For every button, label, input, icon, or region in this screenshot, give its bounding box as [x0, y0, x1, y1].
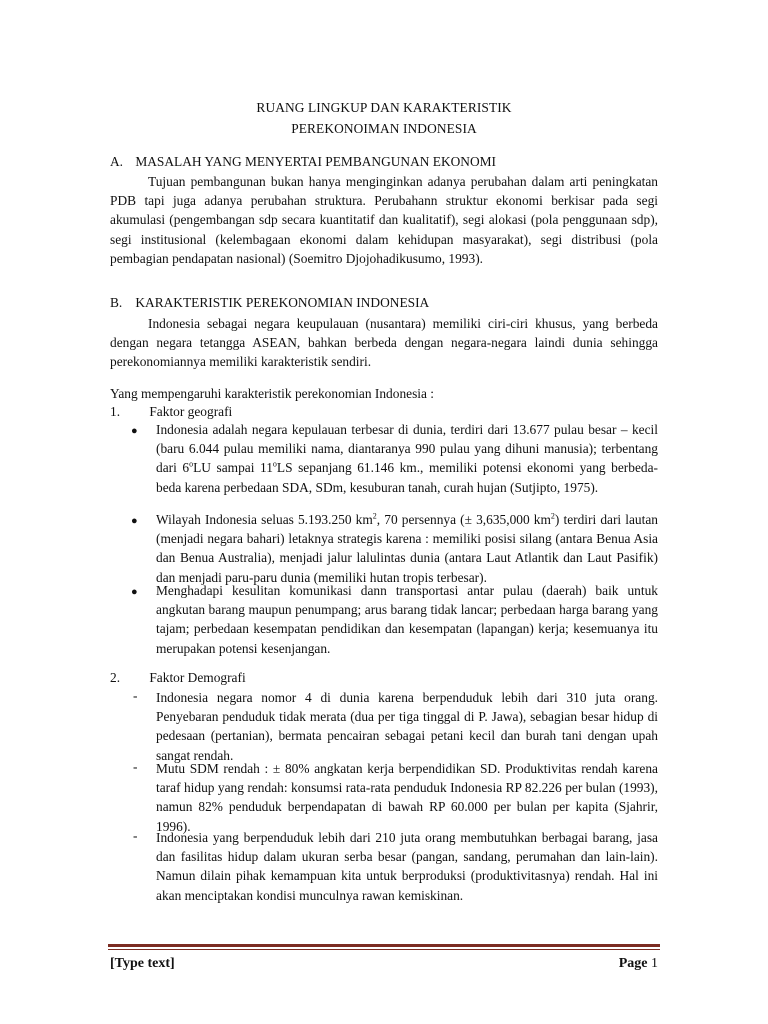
document-title-line1: RUANG LINGKUP DAN KARAKTERISTIK [256, 100, 512, 115]
section-a-heading [110, 154, 660, 170]
section-b-label: B. [110, 295, 123, 310]
section-b-title: KARAKTERISTIK PEREKONOMIAN INDONESIA [135, 295, 430, 310]
section-b-text: Indonesia sebagai negara keupulauan (nusantara) memiliki ciri-ciri khusus, yang berbeda dengan negara tetangga ASEAN, bahkan berbeda dengan negara-negara laindi dunia sehingga perekonomiannya memiliki karakteristik sendiri. [110, 316, 658, 370]
section-a-text: Tujuan pembangunan bukan hanya menginginkan adanya perubahan dalam arti peningkatan PDB tapi juga adanya perubahan struktura. Perubahann struktur ekonomi berkisar pada segi akumulasi (pengembangan sdp secara kuantitatif dan kualitatif), segi alokasi (pola penggunaan sdp), segi institusional (kelembagaan ekonomi dalam kehidupan masyarakat), segi distribusi (pola pembagian pendapatan nasional) (Soemitro Djojohadikusumo, 1993). [110, 174, 658, 266]
section-a-paragraph [110, 172, 658, 268]
factor-2-number: 2. [110, 670, 121, 685]
page-number: 1 [651, 956, 658, 971]
section-b-paragraph [110, 314, 658, 372]
section-a-title: MASALAH YANG MENYERTAI PEMBANGUNAN EKONOMI [135, 154, 497, 169]
factor-2-item-2: Mutu SDM rendah : ± 80% angkatan kerja berpendidikan SD. Produktivitas rendah karena taraf hidup yang rendah: konsumsi rata-rata penduduk Indonesia RP 82.226 per bulan (1993), namun 82% penduduk berpendapatan di bawah RP 60.000 per bulan per kapita (Sjahrir, 1996). [156, 761, 658, 834]
section-b-intro: Yang mempengaruhi karakteristik perekonomian Indonesia : [110, 386, 435, 401]
factor-1-number: 1. [110, 404, 121, 419]
bullet-icon: ● [131, 586, 138, 598]
factor-1-title: Faktor geografi [149, 404, 233, 419]
factor-2-title: Faktor Demografi [149, 670, 246, 685]
dash-marker: - [133, 828, 138, 843]
dash-marker: - [133, 688, 138, 703]
factor-1-bullet-1: Indonesia adalah negara kepulauan terbesar di dunia, terdiri dari 13.677 pulau besar – kecil (baru 6.044 pulau memiliki nama, diantaranya 990 pulau yang dihuni manusia); terbentang dari 6$^o$LU sampai 11$^o$LS sepanjang 61.146 km., memiliki potensi ekonomi yang berbeda-beda karena perbedaan SDA, SDm, kesuburan tanah, curah hujan (Sutjipto, 1975). [156, 422, 658, 495]
factor-2-heading [110, 670, 246, 686]
factor-1-heading [110, 404, 232, 420]
bullet-icon: ● [131, 425, 138, 437]
footer-rule-thick [108, 944, 660, 947]
factor-2-item-3: Indonesia yang berpenduduk lebih dari 210 juta orang membutuhkan berbagai barang, jasa dan fasilitas hidup dalam ukuran serba besar (pangan, sandang, perumahan dan lain-lain). Namun dilain pihak kemampuan kita untuk berproduksi (produktivitasnya) rendah. Hal ini akan menciptakan kondisi munculnya rawan kemiskinan. [156, 830, 658, 903]
page-label: Page [618, 956, 648, 971]
section-a-label: A. [110, 154, 124, 169]
footer-page-number [619, 956, 658, 972]
bullet-icon: ● [131, 515, 138, 527]
section-b-heading [110, 295, 660, 311]
factor-1-bullet-3: Menghadapi kesulitan komunikasi dann transportasi antar pulau (daerah) baik untuk angkutan barang maupun penumpang; arus barang tidak lancar; perbedaan harga barang yang tajam; perbedaan kesempatan pendidikan dan kesempatan (lapangan) kerja; kesemuanya itu merupakan potensi kesenjangan. [156, 583, 658, 656]
dash-marker: - [133, 759, 138, 774]
factor-2-item-1: Indonesia negara nomor 4 di dunia karena berpenduduk lebih dari 310 juta orang. Penyebaran penduduk tidak merata (dua per tiga tinggal di P. Jawa), sebagian besar hidup di pedesaan (pertanian), bermata pencairan sebagai petani kecil dan burah tani dengan upah sangat rendah. [156, 690, 658, 763]
factor-1-bullet-2: Wilayah Indonesia seluas 5.193.250 $km^2$, 70 persennya (± 3,635,000 $km^2$) terdiri dari lautan (menjadi negara bahari) letaknya strategis karena : memiliki posisi silang (antara Benua Asia dan Benua Australia), menjadi jalur lalulintas dunia (antara Laut Atlantik dan Laut Pasifik) dan menjadi paru-paru dunia (memiliki hutan tropis terbesar). [156, 511, 658, 585]
footer-placeholder-text[interactable]: [Type text] [110, 956, 175, 971]
document-title-line2: PEREKONOIMAN INDONESIA [291, 121, 477, 136]
footer-rule-thin [108, 949, 660, 950]
